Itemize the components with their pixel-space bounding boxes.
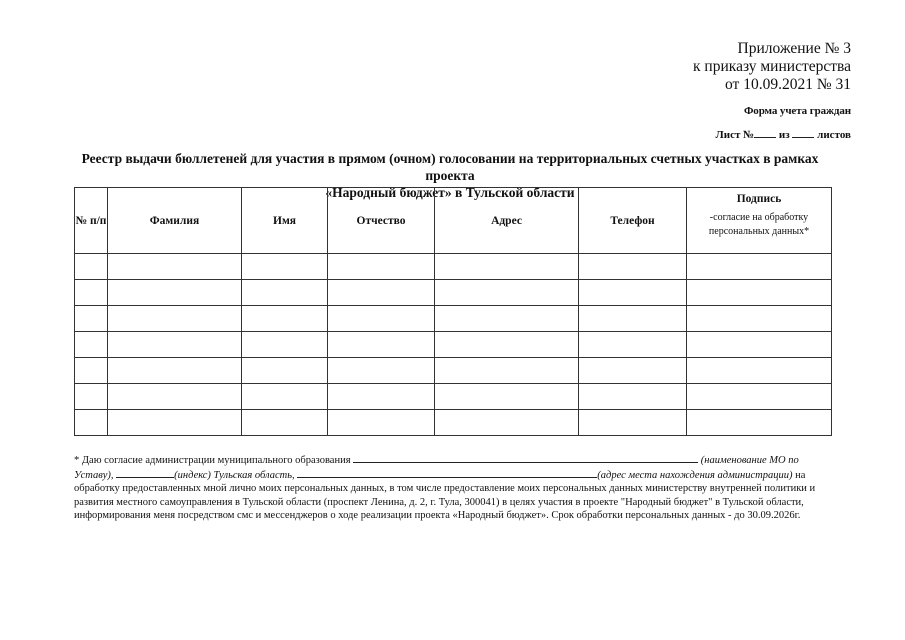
table-row xyxy=(75,410,832,436)
table-cell[interactable] xyxy=(435,332,579,358)
col-header-signature xyxy=(687,188,832,254)
footnote-part-1: * Даю согласие администрации муниципального образования xyxy=(74,455,351,466)
table-cell[interactable] xyxy=(108,280,242,306)
col-header-name: Имя xyxy=(242,188,328,254)
table-cell[interactable] xyxy=(242,280,328,306)
table-cell[interactable] xyxy=(242,254,328,280)
table-row xyxy=(75,332,832,358)
table-cell[interactable] xyxy=(328,306,435,332)
table-cell[interactable] xyxy=(75,384,108,410)
appendix-line-3: от 10.09.2021 № 31 xyxy=(725,76,851,93)
sheets-label: листов xyxy=(817,129,851,141)
table-cell[interactable] xyxy=(687,410,832,436)
footnote-part-3: (индекс) Тульская область, xyxy=(174,469,295,481)
table-cell[interactable] xyxy=(75,306,108,332)
table-cell[interactable] xyxy=(242,306,328,332)
index-blank[interactable] xyxy=(116,468,174,478)
form-note: Форма учета граждан xyxy=(743,105,851,117)
table-row xyxy=(75,306,832,332)
table-cell[interactable] xyxy=(687,358,832,384)
appendix-header xyxy=(693,40,851,94)
table-cell[interactable] xyxy=(108,306,242,332)
sheet-number-blank xyxy=(754,127,776,138)
sheet-of-label: из xyxy=(778,129,790,141)
table-cell[interactable] xyxy=(435,254,579,280)
footnote-part-2: (наименование МО по Уставу), xyxy=(74,455,799,481)
table-row xyxy=(75,358,832,384)
table-cell[interactable] xyxy=(242,384,328,410)
col-header-num: № п/п xyxy=(75,188,108,254)
table-cell[interactable] xyxy=(75,254,108,280)
register-table xyxy=(74,187,832,436)
table-header-row xyxy=(75,188,832,254)
table-row xyxy=(75,384,832,410)
table-cell[interactable] xyxy=(75,280,108,306)
table-cell[interactable] xyxy=(328,254,435,280)
table-cell[interactable] xyxy=(579,384,687,410)
table-cell[interactable] xyxy=(75,332,108,358)
table-cell[interactable] xyxy=(328,332,435,358)
table-row xyxy=(75,254,832,280)
address-blank[interactable] xyxy=(297,468,597,478)
table-cell[interactable] xyxy=(108,332,242,358)
table-cell[interactable] xyxy=(687,306,832,332)
consent-footnote xyxy=(74,453,834,523)
title-line-1: Реестр выдачи бюллетеней для участия в прямом (очном) голосовании на территориальных счетных участках в рамках проекта xyxy=(81,151,819,183)
table-cell[interactable] xyxy=(579,358,687,384)
sheet-label: Лист № xyxy=(715,129,755,141)
table-cell[interactable] xyxy=(108,384,242,410)
table-cell[interactable] xyxy=(435,384,579,410)
table-row xyxy=(75,280,832,306)
table-cell[interactable] xyxy=(108,410,242,436)
table-cell[interactable] xyxy=(435,280,579,306)
table-cell[interactable] xyxy=(328,358,435,384)
footnote-part-4: (адрес места нахождения администрации) xyxy=(597,469,793,481)
table-cell[interactable] xyxy=(108,254,242,280)
table-cell[interactable] xyxy=(687,280,832,306)
col-header-address: Адрес xyxy=(435,188,579,254)
table-cell[interactable] xyxy=(328,384,435,410)
appendix-line-1: Приложение № 3 xyxy=(737,40,851,57)
col-header-surname: Фамилия xyxy=(108,188,242,254)
sheet-counter xyxy=(716,127,851,141)
table-cell[interactable] xyxy=(579,280,687,306)
table-cell[interactable] xyxy=(108,358,242,384)
footnote-part-5: на обработку предоставленных мной лично моих персональных данных, в том числе предоставление моих персональных данных министерству внутренней политики и развития местного самоуправления в Тульской области (проспект Ленина, д. 2, г. Тула, 300041) в целях участия в проекте "Народный бюджет" в Тульской области, информирования меня посредством смс и мессенджеров о ходе реализации проекта «Народный бюджет». Срок обработки персональных данных - до 30.09.2026г. xyxy=(74,469,816,521)
table-cell[interactable] xyxy=(328,410,435,436)
col-header-phone: Телефон xyxy=(579,188,687,254)
table-cell[interactable] xyxy=(687,384,832,410)
table-cell[interactable] xyxy=(242,332,328,358)
table-cell[interactable] xyxy=(75,358,108,384)
table-cell[interactable] xyxy=(579,410,687,436)
table-cell[interactable] xyxy=(579,254,687,280)
table-cell[interactable] xyxy=(435,306,579,332)
table-cell[interactable] xyxy=(328,280,435,306)
table-cell[interactable] xyxy=(435,358,579,384)
table-cell[interactable] xyxy=(75,410,108,436)
table-cell[interactable] xyxy=(687,254,832,280)
table-cell[interactable] xyxy=(579,306,687,332)
table-cell[interactable] xyxy=(687,332,832,358)
signature-label: Подпись xyxy=(736,193,782,205)
signature-consent-label: -согласие на обработку персональных данных* xyxy=(708,212,810,237)
appendix-line-2: к приказу министерства xyxy=(693,58,851,75)
table-cell[interactable] xyxy=(579,332,687,358)
table-cell[interactable] xyxy=(242,410,328,436)
sheet-total-blank xyxy=(792,127,814,138)
col-header-patronymic: Отчество xyxy=(328,188,435,254)
title-line-2: «Народный бюджет» в Тульской области xyxy=(325,185,575,200)
table-cell[interactable] xyxy=(435,410,579,436)
mo-name-blank[interactable] xyxy=(353,453,698,463)
table-cell[interactable] xyxy=(242,358,328,384)
